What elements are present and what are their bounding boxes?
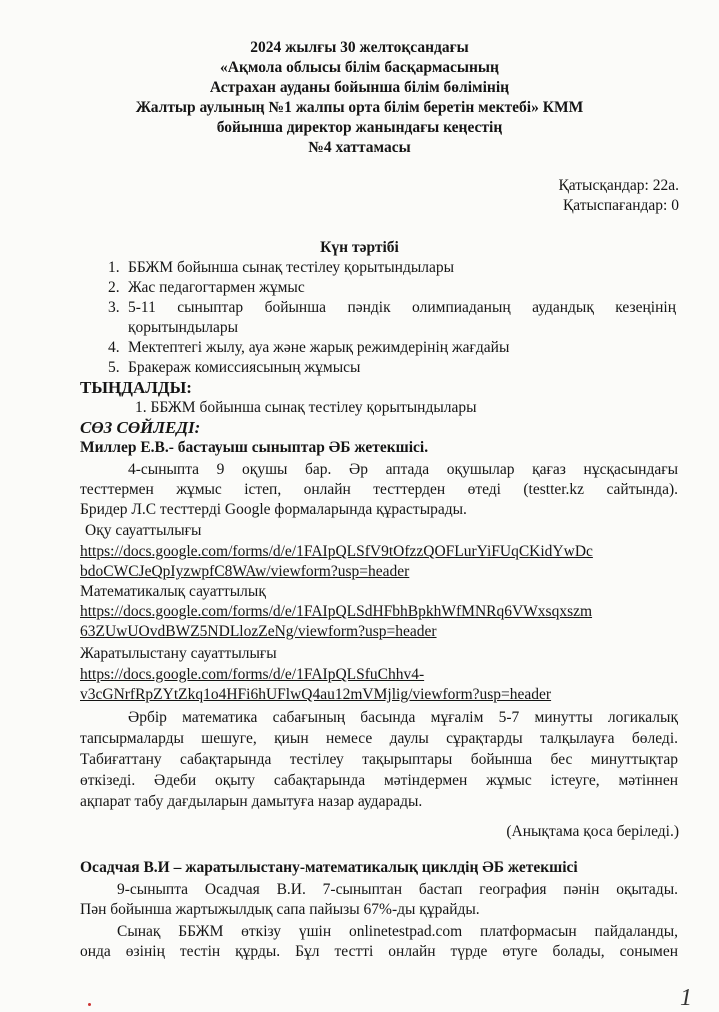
paragraph-4-line: Сынақ ББЖМ өткізу үшін onlinetestpad.com платформасын пайдаланды, — [117, 923, 678, 940]
header-council-line: бойынша директор жанындағы кеңестің — [216, 119, 503, 136]
agenda-item-number: 5. — [108, 359, 120, 376]
math-literacy-label: Математикалық сауаттылық — [80, 583, 266, 600]
reading-literacy-link-cont[interactable] — [80, 562, 678, 582]
science-literacy-link-cont[interactable] — [80, 685, 678, 705]
agenda-item — [108, 298, 678, 338]
paragraph-2-line: тапсырмаларды шешуге, қиын немесе даулы сұрақтарды талқылауға бөледі. — [80, 730, 678, 747]
speaker-miller: Миллер Е.В.- бастауыш сыныптар ӘБ жетекшісі. — [80, 439, 429, 456]
science-literacy-label: Жаратылыстану сауаттылығы — [80, 645, 277, 662]
paragraph-1-line: 4-сыныпта 9 оқушы бар. Әр аптада оқушылар қағаз нұсқасындағы — [128, 461, 678, 478]
header-org-line: «Ақмола облысы білім басқармасының — [220, 59, 499, 76]
paragraph-1-line: Бридер Л.С тесттерді Google формаларында құрастырады. — [80, 501, 467, 518]
paragraph-2-line: ақпарат табу дағдыларын дамытуға назар аударады. — [80, 793, 423, 810]
header-date: 2024 жылғы 30 желтоқсандағы — [250, 39, 469, 56]
paragraph-2-line: өткізеді. Әдеби оқыту сабақтарында мәтіндермен жұмыс істеуге, мәтіннен — [80, 772, 678, 789]
science-literacy-link-line1[interactable]: https://docs.google.com/forms/d/e/1FAIpQLSfuChhv4- — [80, 666, 425, 683]
reading-literacy-link-line2[interactable]: bdoCWCJeQpIyzwpfC8WAw/viewform?usp=header — [80, 563, 410, 580]
attachment-note: (Анықтама қоса беріледі.) — [506, 823, 679, 840]
math-literacy-link-line2[interactable]: 63ZUwUOvdBWZ5NDLlozZeNg/viewform?usp=header — [80, 623, 437, 640]
heard-item: 1. ББЖМ бойынша сынақ тестілеу қорытындылары — [135, 399, 477, 416]
scan-artifact — [88, 1003, 91, 1006]
agenda-item-text: Мектептегі жылу, ауа және жарық режимдерінің жағдайы — [128, 339, 510, 356]
agenda-item-text: ББЖМ бойынша сынақ тестілеу қорытындылары — [128, 259, 455, 276]
agenda-item — [108, 358, 678, 378]
reading-literacy-label: Оқу сауаттылығы — [85, 522, 202, 539]
math-literacy-link-line1[interactable]: https://docs.google.com/forms/d/e/1FAIpQLSdHFbhBpkhWfMNRq6VWxsqxszm — [80, 603, 593, 620]
agenda-item-text: Жас педагогтармен жұмыс — [128, 279, 305, 296]
header-school-line: Жалтыр аулының №1 жалпы орта білім беретін мектебі» КММ — [135, 99, 584, 116]
header-protocol-number: №4 хаттамасы — [308, 139, 411, 156]
agenda-item-number: 3. — [108, 299, 120, 316]
agenda-item — [108, 258, 678, 278]
agenda-item-number: 2. — [108, 279, 120, 296]
agenda-item-number: 1. — [108, 259, 120, 276]
paragraph-4-line: онда өзінің тестін құрды. Бұл тестті онлайн түрде өтуге болады, сонымен — [80, 943, 678, 960]
science-literacy-link-line2[interactable]: v3cGNrfRpZYtZkq1o4HFi6hUFlwQ4au12mVMjlig/viewform?usp=header — [80, 686, 552, 703]
paragraph-3-line: 9-сыныпта Осадчая В.И. 7-сыныптан бастап география пәнін оқытады. — [117, 881, 678, 898]
math-literacy-link[interactable] — [80, 602, 678, 622]
agenda-title: Күн тәртібі — [320, 239, 399, 256]
agenda-item — [108, 278, 678, 298]
agenda-item-text: 5-11 сыныптар бойынша пәндік олимпиаданың аудандық кезеңінің қорытындылары — [128, 299, 676, 336]
math-literacy-link-cont[interactable] — [80, 622, 678, 642]
attendance-absent: Қатыспағандар: 0 — [562, 197, 679, 214]
header-dept-line: Астрахан ауданы бойынша білім бөлімінің — [209, 79, 510, 96]
speaker-osadchaya: Осадчая В.И – жаратылыстану-математикалық циклдің ӘБ жетекшісі — [80, 859, 578, 876]
science-literacy-link[interactable] — [80, 665, 678, 685]
page-number: 1 — [680, 985, 692, 1011]
paragraph-2-line: Табиғаттану сабақтарында тестілеу тақырыптары бойынша бес минуттықтар — [80, 751, 678, 768]
paragraph-2-line: Әрбір математика сабағының басында мұғалім 5-7 минутты логикалық — [128, 709, 678, 726]
paragraph-1-line: тесттермен жұмыс істеп, онлайн тесттерден өтеді (testter.kz сайтында). — [80, 481, 678, 498]
agenda-item — [108, 338, 678, 358]
spoke-label: СӨЗ СӨЙЛЕДІ: — [80, 418, 201, 437]
heard-label: ТЫҢДАЛДЫ: — [80, 378, 192, 397]
agenda-item-text: Бракераж комиссиясының жұмысы — [128, 359, 361, 376]
agenda-item-number: 4. — [108, 339, 120, 356]
reading-literacy-link-line1[interactable]: https://docs.google.com/forms/d/e/1FAIpQLSfV9tOfzzQOFLurYiFUqCKidYwDc — [80, 543, 593, 560]
reading-literacy-link[interactable] — [80, 542, 678, 562]
attendance-present: Қатысқандар: 22а. — [558, 177, 679, 194]
paragraph-3-line: Пән бойынша жартыжылдық сапа пайызы 67%-ды құрайды. — [80, 901, 480, 918]
